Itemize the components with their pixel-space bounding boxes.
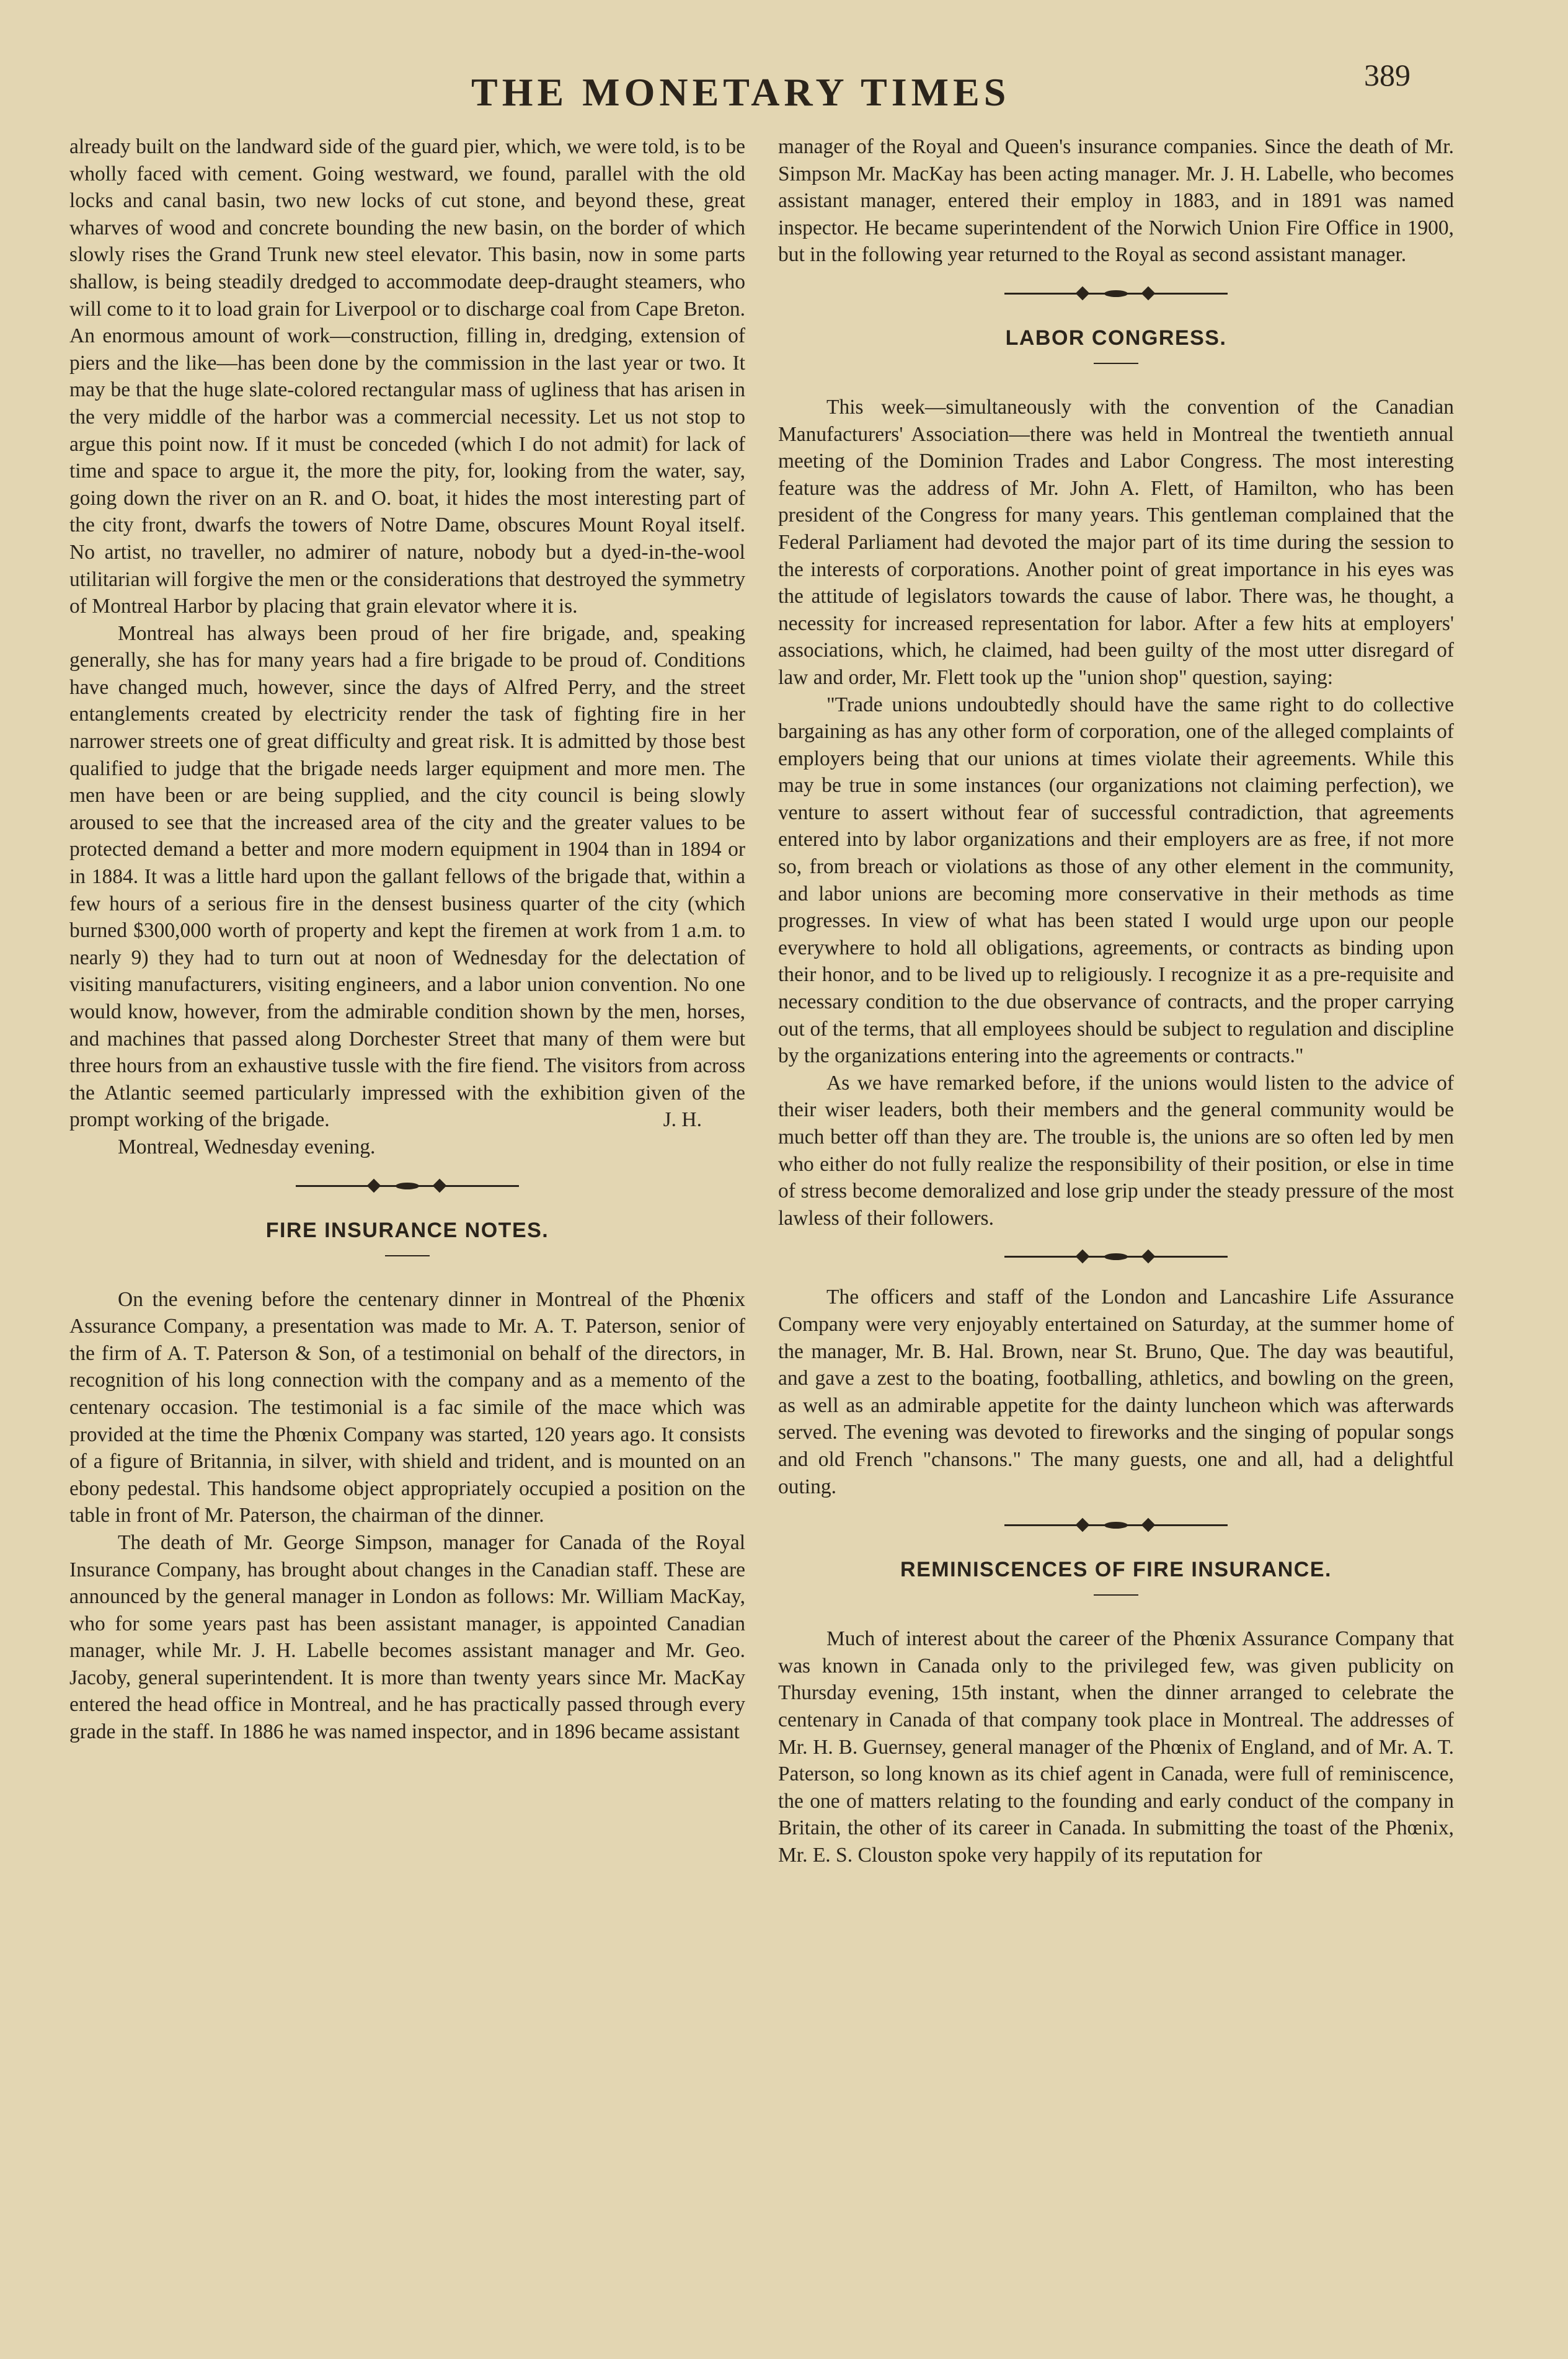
unions-comment-paragraph: As we have remarked before, if the unions would listen to the advice of their wiser leaders, both their members and the general community would be much better off than they are. The trouble is, the unions are so often led by men who either do not fully realize the responsibility of their position, or else in time of stress become demoralized and lose grip under the steady pressure of the most lawless of their followers. xyxy=(778,1071,1454,1230)
dateline: Montreal, Wednesday evening. xyxy=(118,1135,376,1158)
phoenix-presentation-paragraph: On the evening before the centenary dinner in Montreal of the Phœnix Assurance Company, a presentation was made to Mr. A. T. Paterson, senior of the firm of A. T. Paterson & Son, of a testimonial on behalf of the directors, in recognition of his long connection with the company and as a memento of the centenary occasion. The testimonial is a fac simile of the mace which was provided at the time the Phœnix Company was started, 120 years ago. It consists of a figure of Britannia, in silver, with shield and trident, and is mounted on an ebony pedestal. This handsome object appropriately occupied a position on the table in front of Mr. Paterson, the chairman of the dinner. xyxy=(69,1287,745,1527)
heading-rule xyxy=(385,1255,430,1256)
reminiscences-heading: REMINISCENCES OF FIRE INSURANCE. xyxy=(900,1558,1332,1582)
section-divider xyxy=(296,1177,519,1194)
page-number: 389 xyxy=(1364,58,1411,92)
heading-rule xyxy=(1094,363,1138,364)
reminiscences-paragraph: Much of interest about the career of the Phœnix Assurance Company that was known in Canada only to the privileged few, was given publicity on Thursday evening, 15th instant, when the dinner arranged to celebrate the centenary in Canada of that company took place in Montreal. The addresses of Mr. H. B. Guernsey, general manager of the Phœnix of England, and of Mr. A. T. Paterson, so long known as its chief agent in Canada, were full of reminiscence, the one of matters relating to the founding and early conduct of the company in Britain, the other of its career in Canada. In submitting the toast of the Phœnix, Mr. E. S. Clouston spoke very happily of its reputation for xyxy=(778,1627,1454,1867)
article-continuation-paragraph: already built on the landward side of the guard pier, which, we were told, is to be wholly faced with cement. Going westward, we found, parallel with the old locks and canal basin, two new locks of cut stone, and beyond these, great wharves of wood and concrete bounding the new basin, on the border of which slowly rises the Grand Trunk new steel elevator. This basin, now in some parts shallow, is being steadily dredged to accommodate deep-draught steamers, who will come to it to load grain for Liverpool or to discharge coal from Cape Breton. An enormous amount of work—construction, filling in, dredging, extension of piers and the like—has been done by the commission in the last year or two. It may be that the huge slate-colored rectangular mass of ugliness that has arisen in the very middle of the harbor was a commercial necessity. Let us not stop to argue this point now. If it must be conceded (which I do not admit) for lack of time and space to argue it, the more the pity, for, looking from the water, say, going down the river on an R. and O. boat, it hides the most interesting part of the city front, dwarfs the towers of Notre Dame, obscures Mount Royal itself. No artist, no traveller, no admirer of nature, nobody but a dyed-in-the-wool utilitarian will forgive the men or the considerations that destroyed the symmetry of Montreal Harbor by placing that grain elevator where it is. xyxy=(69,135,745,618)
author-signature: J. H. xyxy=(663,1108,702,1132)
simpson-death-paragraph: The death of Mr. George Simpson, manager for Canada of the Royal Insurance Company, has brought about changes in the Canadian staff. These are announced by the general manager in London as follows: Mr. William MacKay, who for some years past has been assistant manager, is appointed Canadian manager, while Mr. J. H. Labelle becomes assistant manager and Mr. Geo. Jacoby, general superintendent. It is more than twenty years since Mr. MacKay entered the head office in Montreal, and he has practically passed through every grade in the staff. In 1886 he was named inspector, and in 1896 became assistant xyxy=(69,1530,745,1744)
royal-staff-paragraph: manager of the Royal and Queen's insurance companies. Since the death of Mr. Simpson Mr. MacKay has been acting manager. Mr. J. H. Labelle, who becomes assistant manager, entered their employ in 1883, and in 1891 was named inspector. He became superintendent of the Norwich Union Fire Office in 1900, but in the following year returned to the Royal as second assistant manager. xyxy=(778,135,1454,267)
fire-brigade-paragraph: Montreal has always been proud of her fire brigade, and, speaking generally, she has for many years had a fire brigade to be proud of. Conditions have changed much, however, since the days of Alfred Perry, and the street entanglements created by electricity render the task of fighting fire in her narrower streets one of great difficulty and great risk. It is admitted by those best qualified to judge that the brigade needs larger equipment and more men. The men have been or are being supplied, and the city council is being slowly aroused to see that the increased area of the city and the greater values to be protected demand a better and more modern equipment in 1904 than in 1894 or in 1884. It was a little hard upon the gallant fellows of the brigade that, within a few hours of a serious fire in the densest business quarter of the city (which burned $300,000 worth of property and kept the firemen at work from 1 a.m. to nearly 9) they had to turn out at noon of Wednesday for the delectation of visiting manufacturers, visiting engineers, and a labor union convention. No one would know, however, from the admirable condition shown by the men, horses, and machines that passed along Dorchester Street that many of them were but three hours from an exhaustive tussle with the fire fiend. The visitors from across the Atlantic seemed particularly impressed with the exhibition given of the prompt working of the brigade. xyxy=(69,621,745,1132)
labor-congress-paragraph: This week—simultaneously with the convention of the Canadian Manufacturers' Association—there was held in Montreal the twentieth annual meeting of the Dominion Trades and Labor Congress. The most interesting feature was the address of Mr. John A. Flett, of Hamilton, who has been president of the Congress for many years. This gentleman complained that the Federal Parliament had devoted the major part of its time during the session to the interests of corporations. Another point of great importance in his eyes was the attitude of legislators towards the cause of labor. There was, he thought, a necessity for increased representation for labor. After a few hits at employers' associations, which, he claimed, had been guilty of the most utter disregard of law and order, Mr. Flett took up the "union shop" question, saying: xyxy=(778,395,1454,689)
heading-rule xyxy=(1094,1594,1138,1596)
section-divider xyxy=(1004,285,1228,302)
london-lancashire-paragraph: The officers and staff of the London and Lancashire Life Assurance Company were very enjoyably entertained on Saturday, at the summer home of the manager, Mr. B. Hal. Brown, near St. Bruno, Que. The day was beautiful, and gave a zest to the boating, footballing, athletics, and bowling on the green, as well as an admirable appetite for the dainty luncheon which was afterwards served. The evening was devoted to fireworks and the singing of popular songs and old French "chansons." The many guests, one and all, had a delightful outing. xyxy=(778,1286,1454,1498)
labor-congress-heading: LABOR CONGRESS. xyxy=(1005,326,1227,350)
left-column xyxy=(69,133,745,1746)
flett-quote-paragraph: "Trade unions undoubtedly should have the same right to do collective bargaining as has any other form of corporation, one of the alleged complaints of employers being that our unions at times violate their agreements. While this may be true in some instances (our organizations not claiming perfection), we venture to assert without fear of successful contradiction, that agreements entered into by labor organizations and their employers are as free, if not more so, from breach or violations as those of any other element in the community, and labor unions are becoming more conservative in their methods as time progresses. In view of what has been stated I would urge upon our people everywhere to hold all obligations, agreements, or contracts as binding upon their honor, and to be lived up to religiously. I recognize it as a pre-requisite and necessary condition to the due observance of contracts, and the proper carrying out of the terms, that all employees should be subject to regulation and discipline by the organizations entering into the agreements or contracts." xyxy=(778,693,1454,1068)
section-divider xyxy=(1004,1516,1228,1534)
fire-insurance-heading: FIRE INSURANCE NOTES. xyxy=(265,1218,549,1242)
right-column xyxy=(778,133,1454,1868)
masthead: THE MONETARY TIMES xyxy=(471,70,1011,114)
section-divider xyxy=(1004,1248,1228,1265)
